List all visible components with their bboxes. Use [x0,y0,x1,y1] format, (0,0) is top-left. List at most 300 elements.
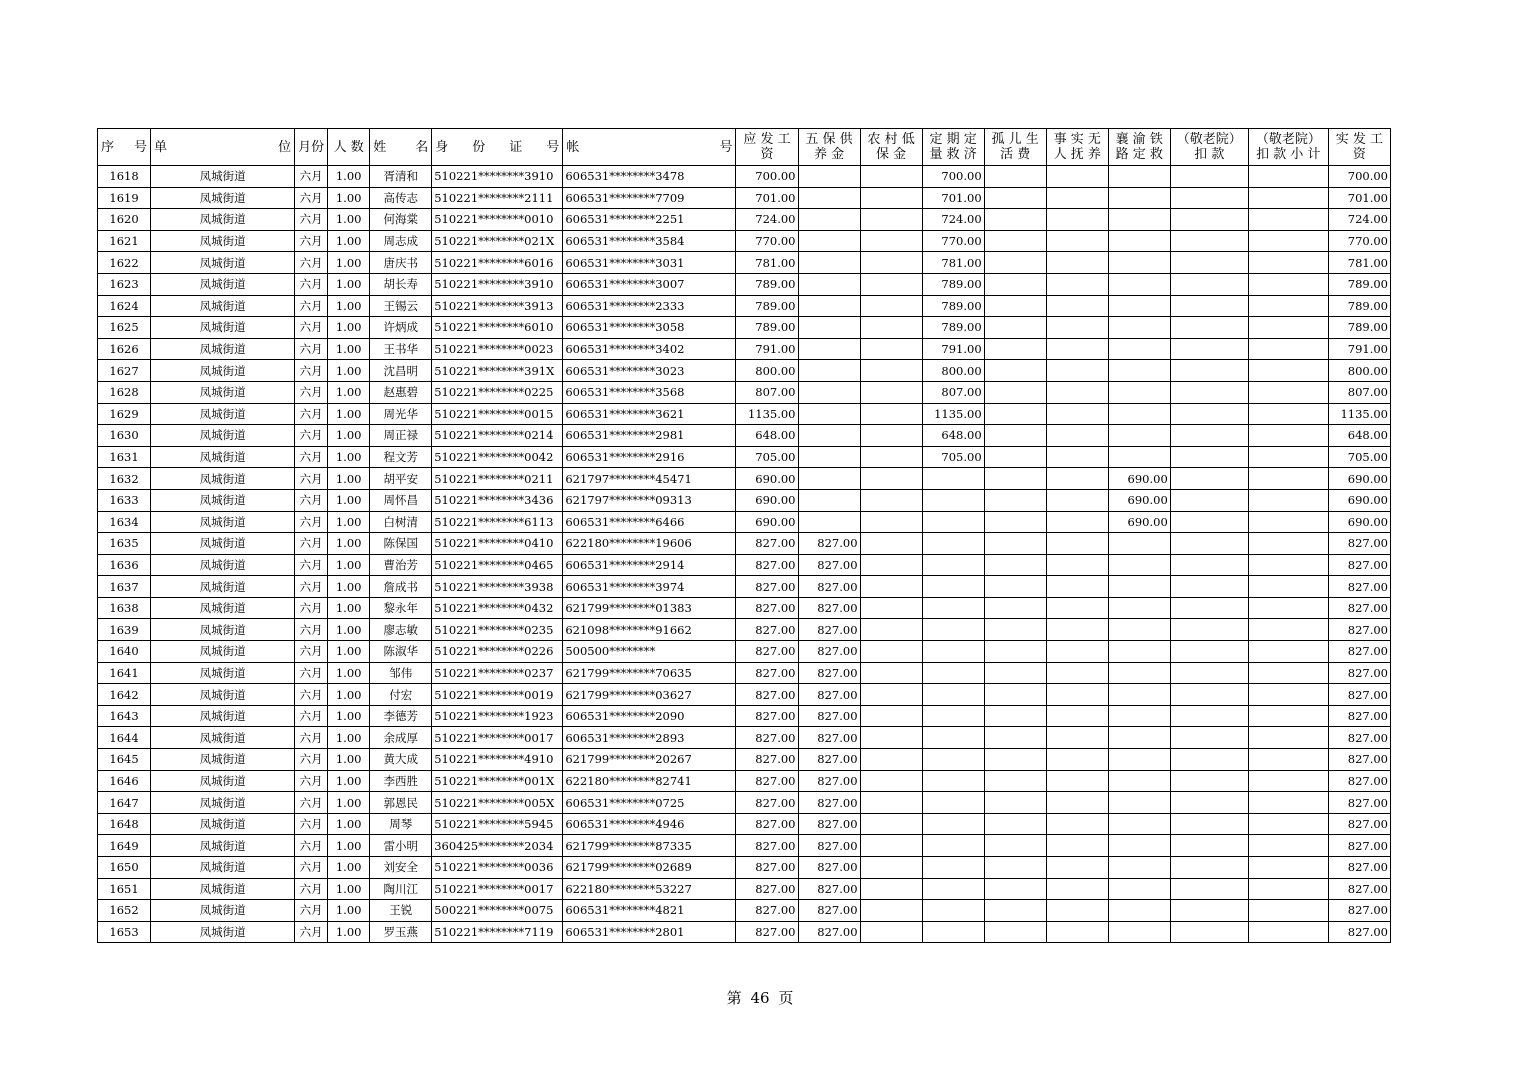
cell-seq: 1649 [98,835,151,857]
cell-month: 六月 [295,295,328,317]
cell-id: 510221********0235 [432,619,563,641]
cell-net: 827.00 [1328,641,1390,663]
cell-acct: 606531********3584 [563,230,736,252]
cell-unit: 凤城街道 [151,468,295,490]
cell-seq: 1629 [98,403,151,425]
cell-seq: 1647 [98,792,151,814]
cell-id: 510221********001X [432,770,563,792]
cell-empty [1170,209,1248,231]
cell-id: 510221********0017 [432,727,563,749]
cell-dingliang [922,619,984,641]
table-row [98,597,1391,619]
cell-net: 827.00 [1328,662,1390,684]
cell-count: 1.00 [328,252,370,274]
cell-dibao [860,813,922,835]
cell-unit: 凤城街道 [151,921,295,943]
cell-id: 510221********4910 [432,749,563,771]
table-row [98,425,1391,447]
header-wubao-2: 养 金 [813,147,845,162]
header-dibao-1: 农 村 低 [867,132,915,147]
cell-net: 827.00 [1328,900,1390,922]
cell-unit: 凤城街道 [151,533,295,555]
cell-acct: 606531********3568 [563,381,736,403]
cell-dibao [860,597,922,619]
cell-month: 六月 [295,727,328,749]
cell-dibao [860,489,922,511]
cell-wubao: 827.00 [798,619,860,641]
cell-name: 余成厚 [370,727,432,749]
cell-net: 690.00 [1328,511,1390,533]
header-seq: 序 号 [98,129,151,166]
cell-seq: 1619 [98,187,151,209]
cell-xiangyu [1108,770,1170,792]
cell-dibao [860,360,922,382]
cell-net: 827.00 [1328,554,1390,576]
cell-dingliang [922,727,984,749]
cell-month: 六月 [295,619,328,641]
cell-net: 827.00 [1328,792,1390,814]
cell-acct: 621799********87335 [563,835,736,857]
cell-empty [984,511,1046,533]
cell-name: 陈保国 [370,533,432,555]
cell-acct: 621799********20267 [563,749,736,771]
cell-net: 724.00 [1328,209,1390,231]
cell-count: 1.00 [328,770,370,792]
cell-acct: 621799********70635 [563,662,736,684]
cell-dibao [860,684,922,706]
cell-wage: 827.00 [736,641,798,663]
cell-month: 六月 [295,900,328,922]
cell-id: 510221********0225 [432,381,563,403]
cell-month: 六月 [295,360,328,382]
cell-empty [984,166,1046,188]
cell-xiangyu [1108,209,1170,231]
cell-wubao: 827.00 [798,554,860,576]
cell-dingliang [922,835,984,857]
cell-xiangyu [1108,878,1170,900]
cell-xiangyu [1108,295,1170,317]
table-row [98,360,1391,382]
cell-wubao: 827.00 [798,921,860,943]
cell-empty [1170,273,1248,295]
cell-empty [1248,619,1328,641]
cell-month: 六月 [295,489,328,511]
cell-xiangyu [1108,403,1170,425]
cell-empty [1170,770,1248,792]
cell-empty [984,597,1046,619]
cell-month: 六月 [295,813,328,835]
cell-acct: 606531********3058 [563,317,736,339]
header-dibao-2: 保 金 [876,147,907,162]
cell-empty [1046,705,1108,727]
cell-empty [1170,641,1248,663]
cell-wage: 690.00 [736,489,798,511]
cell-id: 510221********3910 [432,166,563,188]
cell-wage: 701.00 [736,187,798,209]
table-row [98,317,1391,339]
table-row [98,662,1391,684]
page-footer [0,987,1520,1008]
cell-wage: 789.00 [736,295,798,317]
header-month: 月份 [295,129,328,166]
header-deduct-subtotal-2: 扣 款 小 计 [1256,147,1321,162]
cell-wubao [798,468,860,490]
cell-dibao [860,576,922,598]
cell-unit: 凤城街道 [151,576,295,598]
cell-id: 510221********0226 [432,641,563,663]
cell-empty [984,468,1046,490]
cell-xiangyu [1108,835,1170,857]
cell-seq: 1624 [98,295,151,317]
cell-dingliang [922,813,984,835]
cell-empty [1248,511,1328,533]
cell-dibao [860,641,922,663]
header-id: 身 份 证 号 [432,129,563,166]
cell-wage: 690.00 [736,511,798,533]
cell-empty [1248,554,1328,576]
cell-count: 1.00 [328,446,370,468]
cell-empty [984,857,1046,879]
cell-dibao [860,273,922,295]
cell-wubao [798,403,860,425]
cell-wubao: 827.00 [798,792,860,814]
cell-empty [1248,813,1328,835]
cell-xiangyu [1108,230,1170,252]
cell-empty [984,425,1046,447]
cell-month: 六月 [295,835,328,857]
cell-empty [1248,166,1328,188]
cell-id: 510221********0010 [432,209,563,231]
cell-name: 周正禄 [370,425,432,447]
cell-empty [984,727,1046,749]
cell-dingliang: 807.00 [922,381,984,403]
cell-acct: 606531********3621 [563,403,736,425]
cell-dibao [860,446,922,468]
cell-dingliang [922,489,984,511]
cell-dingliang: 648.00 [922,425,984,447]
cell-empty [1248,662,1328,684]
cell-count: 1.00 [328,187,370,209]
cell-empty [1046,597,1108,619]
cell-name: 邹伟 [370,662,432,684]
cell-acct: 621799********02689 [563,857,736,879]
cell-wage: 791.00 [736,338,798,360]
cell-empty [1248,705,1328,727]
cell-unit: 凤城街道 [151,619,295,641]
cell-unit: 凤城街道 [151,792,295,814]
cell-xiangyu [1108,597,1170,619]
cell-wubao: 827.00 [798,641,860,663]
cell-empty [1248,597,1328,619]
cell-empty [984,705,1046,727]
cell-xiangyu [1108,921,1170,943]
cell-count: 1.00 [328,900,370,922]
cell-id: 510221********7119 [432,921,563,943]
header-wubao [798,129,860,166]
cell-wage: 807.00 [736,381,798,403]
header-deduct [1170,129,1248,166]
cell-unit: 凤城街道 [151,684,295,706]
cell-dibao [860,619,922,641]
cell-count: 1.00 [328,403,370,425]
cell-empty [1248,921,1328,943]
table-row [98,252,1391,274]
cell-dingliang [922,749,984,771]
cell-net: 700.00 [1328,166,1390,188]
cell-empty [984,381,1046,403]
cell-month: 六月 [295,857,328,879]
cell-empty [1170,446,1248,468]
cell-month: 六月 [295,684,328,706]
cell-wage: 827.00 [736,727,798,749]
cell-empty [984,770,1046,792]
cell-wubao [798,446,860,468]
cell-count: 1.00 [328,619,370,641]
cell-acct: 621797********09313 [563,489,736,511]
cell-empty [1046,813,1108,835]
page-prefix: 第 [726,989,742,1007]
cell-net: 827.00 [1328,878,1390,900]
table-row [98,489,1391,511]
cell-month: 六月 [295,187,328,209]
cell-unit: 凤城街道 [151,381,295,403]
cell-seq: 1640 [98,641,151,663]
cell-wubao: 827.00 [798,749,860,771]
cell-name: 陈淑华 [370,641,432,663]
cell-empty [1248,230,1328,252]
cell-count: 1.00 [328,684,370,706]
cell-wage: 827.00 [736,684,798,706]
cell-unit: 凤城街道 [151,446,295,468]
cell-id: 510221********3913 [432,295,563,317]
cell-empty [1248,425,1328,447]
cell-id: 500221********0075 [432,900,563,922]
cell-empty [1248,770,1328,792]
cell-net: 827.00 [1328,770,1390,792]
cell-dibao [860,900,922,922]
cell-empty [1248,295,1328,317]
header-net-1: 实 发 工 [1335,132,1384,147]
cell-unit: 凤城街道 [151,252,295,274]
cell-net: 827.00 [1328,597,1390,619]
cell-wage: 827.00 [736,792,798,814]
cell-wage: 648.00 [736,425,798,447]
cell-empty [984,792,1046,814]
cell-empty [1170,554,1248,576]
table-row [98,900,1391,922]
cell-dingliang [922,511,984,533]
cell-empty [984,295,1046,317]
cell-empty [1046,727,1108,749]
cell-acct: 622180********53227 [563,878,736,900]
cell-count: 1.00 [328,597,370,619]
cell-empty [1170,166,1248,188]
cell-seq: 1638 [98,597,151,619]
cell-acct: 606531********2090 [563,705,736,727]
cell-seq: 1626 [98,338,151,360]
header-account: 帐 号 [563,129,736,166]
cell-xiangyu [1108,705,1170,727]
cell-dingliang: 791.00 [922,338,984,360]
cell-empty [1248,446,1328,468]
cell-seq: 1637 [98,576,151,598]
cell-month: 六月 [295,770,328,792]
cell-wubao: 827.00 [798,813,860,835]
cell-name: 许炳成 [370,317,432,339]
cell-dibao [860,554,922,576]
cell-xiangyu [1108,252,1170,274]
cell-id: 510221********0465 [432,554,563,576]
header-xiangyu [1108,129,1170,166]
cell-seq: 1633 [98,489,151,511]
cell-unit: 凤城街道 [151,273,295,295]
cell-empty [1170,468,1248,490]
cell-month: 六月 [295,166,328,188]
cell-empty [984,554,1046,576]
cell-unit: 凤城街道 [151,425,295,447]
cell-month: 六月 [295,554,328,576]
cell-seq: 1625 [98,317,151,339]
cell-dingliang: 789.00 [922,273,984,295]
cell-net: 770.00 [1328,230,1390,252]
cell-empty [1046,209,1108,231]
cell-id: 510221********0036 [432,857,563,879]
cell-id: 510221********0211 [432,468,563,490]
cell-seq: 1636 [98,554,151,576]
cell-dibao [860,857,922,879]
cell-dingliang: 800.00 [922,360,984,382]
cell-unit: 凤城街道 [151,727,295,749]
table-row [98,770,1391,792]
cell-unit: 凤城街道 [151,511,295,533]
cell-seq: 1652 [98,900,151,922]
cell-dibao [860,381,922,403]
cell-empty [984,209,1046,231]
header-deduct-1: （敬老院） [1176,132,1242,147]
cell-wubao: 827.00 [798,576,860,598]
cell-count: 1.00 [328,576,370,598]
cell-empty [1170,533,1248,555]
cell-month: 六月 [295,209,328,231]
cell-empty [984,619,1046,641]
cell-xiangyu: 690.00 [1108,511,1170,533]
cell-name: 陶川江 [370,878,432,900]
cell-acct: 621098********91662 [563,619,736,641]
cell-empty [1046,338,1108,360]
header-net-2: 资 [1352,147,1366,162]
cell-empty [1170,403,1248,425]
cell-empty [1170,813,1248,835]
table-row [98,166,1391,188]
cell-empty [1248,576,1328,598]
cell-empty [1248,252,1328,274]
cell-acct: 621799********03627 [563,684,736,706]
cell-wubao [798,230,860,252]
cell-acct: 606531********3402 [563,338,736,360]
cell-empty [1046,900,1108,922]
cell-empty [984,317,1046,339]
cell-acct: 606531********3007 [563,273,736,295]
cell-xiangyu [1108,554,1170,576]
cell-seq: 1643 [98,705,151,727]
cell-net: 648.00 [1328,425,1390,447]
cell-unit: 凤城街道 [151,360,295,382]
cell-seq: 1627 [98,360,151,382]
cell-empty [1170,597,1248,619]
cell-name: 高传志 [370,187,432,209]
cell-empty [1046,381,1108,403]
cell-empty [1170,705,1248,727]
relief-payment-table [97,128,1391,943]
cell-empty [1046,684,1108,706]
cell-acct: 606531********3023 [563,360,736,382]
table-row [98,273,1391,295]
cell-unit: 凤城街道 [151,554,295,576]
cell-net: 781.00 [1328,252,1390,274]
cell-empty [984,187,1046,209]
cell-month: 六月 [295,533,328,555]
cell-xiangyu [1108,749,1170,771]
table-row [98,230,1391,252]
cell-count: 1.00 [328,166,370,188]
cell-wubao: 827.00 [798,900,860,922]
cell-acct: 606531********3974 [563,576,736,598]
header-dingliang [922,129,984,166]
cell-wage: 827.00 [736,576,798,598]
cell-empty [1170,727,1248,749]
cell-empty [1046,511,1108,533]
cell-net: 690.00 [1328,468,1390,490]
cell-month: 六月 [295,641,328,663]
cell-id: 510221********3436 [432,489,563,511]
cell-acct: 606531********0725 [563,792,736,814]
cell-count: 1.00 [328,511,370,533]
cell-wubao: 827.00 [798,597,860,619]
cell-net: 1135.00 [1328,403,1390,425]
cell-count: 1.00 [328,792,370,814]
cell-dingliang [922,878,984,900]
cell-acct: 621797********45471 [563,468,736,490]
cell-dibao [860,166,922,188]
cell-empty [1046,252,1108,274]
cell-empty [1170,489,1248,511]
cell-empty [984,684,1046,706]
cell-name: 周光华 [370,403,432,425]
cell-xiangyu [1108,166,1170,188]
cell-unit: 凤城街道 [151,166,295,188]
cell-wage: 827.00 [736,835,798,857]
cell-seq: 1628 [98,381,151,403]
cell-month: 六月 [295,921,328,943]
cell-wubao [798,317,860,339]
cell-empty [1248,187,1328,209]
cell-wubao [798,252,860,274]
cell-empty [1046,295,1108,317]
cell-empty [984,533,1046,555]
cell-count: 1.00 [328,533,370,555]
cell-empty [1248,533,1328,555]
cell-unit: 凤城街道 [151,878,295,900]
cell-dibao [860,878,922,900]
cell-month: 六月 [295,273,328,295]
cell-name: 李德芳 [370,705,432,727]
cell-xiangyu [1108,317,1170,339]
cell-seq: 1621 [98,230,151,252]
cell-dibao [860,662,922,684]
cell-dibao [860,295,922,317]
cell-xiangyu [1108,684,1170,706]
cell-dibao [860,705,922,727]
